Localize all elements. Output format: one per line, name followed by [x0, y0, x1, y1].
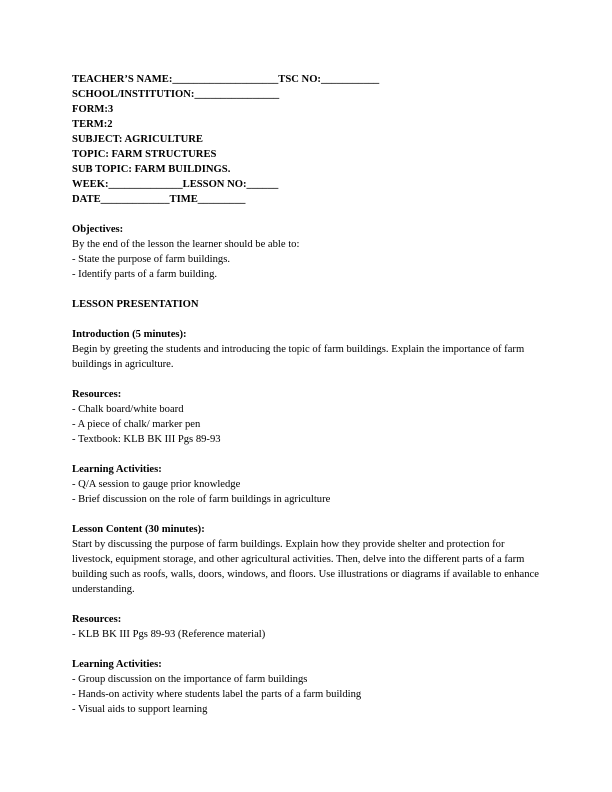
form-line: FORM:3	[72, 104, 114, 115]
topic-line: TOPIC: FARM STRUCTURES	[72, 149, 217, 160]
resource-item: - Textbook: KLB BK III Pgs 89-93	[72, 434, 221, 445]
objective-item: - Identify parts of a farm building.	[72, 269, 218, 280]
term-line: TERM:2	[72, 119, 113, 130]
resources-section-2	[72, 612, 544, 642]
resources-heading: Resources:	[72, 389, 122, 400]
week-line: WEEK:______________LESSON NO:______	[72, 179, 279, 190]
objectives-heading: Objectives:	[72, 224, 124, 235]
learning-activities-section-1	[72, 462, 544, 507]
resource-item: - A piece of chalk/ marker pen	[72, 419, 201, 430]
activity-item: - Hands-on activity where students label the parts of a farm building	[72, 689, 362, 700]
teacher-line: TEACHER’S NAME:____________________TSC NO:___________	[72, 74, 380, 85]
document-content	[72, 72, 544, 717]
lesson-content-text: Start by discussing the purpose of farm buildings. Explain how they provide shelter and protection for livestock, equipment storage, and other agricultural activities. Then, delve into the different parts of a farm building such as roofs, walls, doors, windows, and floors. Use illustrations or diagrams if available to enhance understanding.	[72, 539, 539, 595]
introduction-heading: Introduction (5 minutes):	[72, 329, 187, 340]
objectives-intro: By the end of the lesson the learner should be able to:	[72, 239, 300, 250]
resource-item: - KLB BK III Pgs 89-93 (Reference material)	[72, 629, 266, 640]
school-line: SCHOOL/INSTITUTION:________________	[72, 89, 280, 100]
lesson-content-section	[72, 522, 544, 597]
header-block	[72, 72, 544, 207]
subject-line: SUBJECT: AGRICULTURE	[72, 134, 203, 145]
resources-heading: Resources:	[72, 614, 122, 625]
resource-item: - Chalk board/white board	[72, 404, 184, 415]
date-line: DATE_____________TIME_________	[72, 194, 246, 205]
subtopic-line: SUB TOPIC: FARM BUILDINGS.	[72, 164, 231, 175]
activity-item: - Visual aids to support learning	[72, 704, 208, 715]
introduction-text: Begin by greeting the students and introducing the topic of farm buildings. Explain the importance of farm buildings in agriculture.	[72, 344, 525, 370]
lesson-content-heading: Lesson Content (30 minutes):	[72, 524, 205, 535]
lesson-presentation-heading: LESSON PRESENTATION	[72, 299, 199, 310]
objective-item: - State the purpose of farm buildings.	[72, 254, 230, 265]
activity-item: - Q/A session to gauge prior knowledge	[72, 479, 241, 490]
learning-activities-heading: Learning Activities:	[72, 659, 162, 670]
learning-activities-heading: Learning Activities:	[72, 464, 162, 475]
introduction-section	[72, 327, 544, 372]
learning-activities-section-2	[72, 657, 544, 717]
activity-item: - Group discussion on the importance of farm buildings	[72, 674, 308, 685]
objectives-section	[72, 222, 544, 282]
activity-item: - Brief discussion on the role of farm buildings in agriculture	[72, 494, 331, 505]
resources-section-1	[72, 387, 544, 447]
